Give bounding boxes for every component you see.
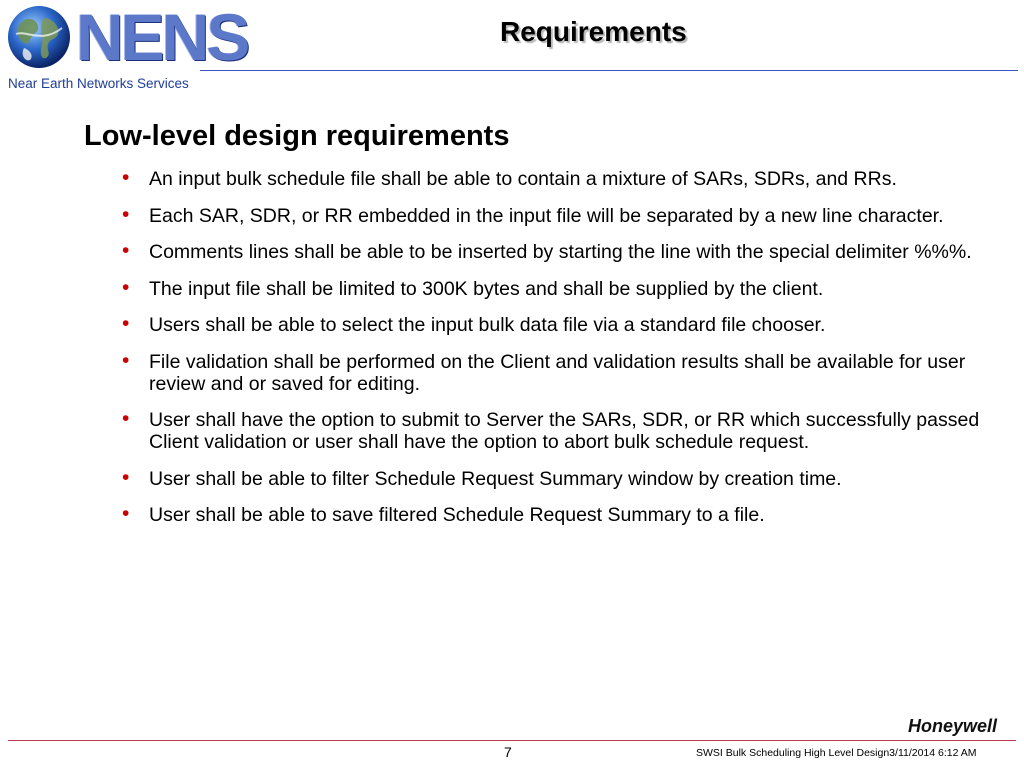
list-item [120,465,980,490]
list-item-text: User shall have the option to submit to Server the SARs, SDR, or RR which successfully passed Client validation or user shall have the option to abort bulk schedule request. [149,409,980,453]
list-item [120,348,980,395]
footer-text: SWSI Bulk Scheduling High Level Design3/11/2014 6:12 AM [696,747,977,759]
honeywell-logo: Honeywell [908,716,998,736]
list-item-text: Users shall be able to select the input bulk data file via a standard file chooser. [149,314,826,336]
list-item-text: The input file shall be limited to 300K bytes and shall be supplied by the client. [149,277,824,300]
list-item-text: File validation shall be performed on the Client and validation results shall be available for user review and or saved for editing. [149,350,966,395]
bullet-dot-icon: • [122,312,130,335]
footer-divider [8,740,1016,741]
bullet-dot-icon: • [122,348,130,372]
bullet-dot-icon: • [122,239,130,262]
bullet-dot-icon: • [122,407,130,430]
list-item [120,202,980,227]
bullet-dot-icon: • [122,465,130,489]
requirements-list [120,168,980,541]
list-item [120,241,980,263]
list-item [120,275,980,300]
bullet-dot-icon: • [122,275,130,299]
list-item-text: Comments lines shall be able to be inserted by starting the line with the special delimiter %%%. [149,241,972,263]
page-number: 7 [504,744,512,760]
tagline: Near Earth Networks Services [8,76,189,91]
list-item [120,504,980,526]
bullet-dot-icon: • [122,502,130,525]
globe-icon [6,4,72,70]
nens-logo [6,0,248,74]
list-item [120,409,980,453]
list-item-text: Each SAR, SDR, or RR embedded in the input file will be separated by a new line character. [149,204,944,227]
list-item-text: User shall be able to filter Schedule Request Summary window by creation time. [149,467,842,490]
list-item [120,314,980,336]
list-item-text: An input bulk schedule file shall be able to contain a mixture of SARs, SDRs, and RRs. [149,168,897,190]
bullet-dot-icon: • [122,202,130,226]
list-item-text: User shall be able to save filtered Schedule Request Summary to a file. [149,504,765,526]
list-item [120,168,980,190]
logo-wordmark: NENS [76,0,248,74]
header-divider [200,70,1018,71]
slide-title: Requirements [500,16,687,47]
section-heading: Low-level design requirements [84,120,510,152]
bullet-dot-icon: • [122,166,130,189]
